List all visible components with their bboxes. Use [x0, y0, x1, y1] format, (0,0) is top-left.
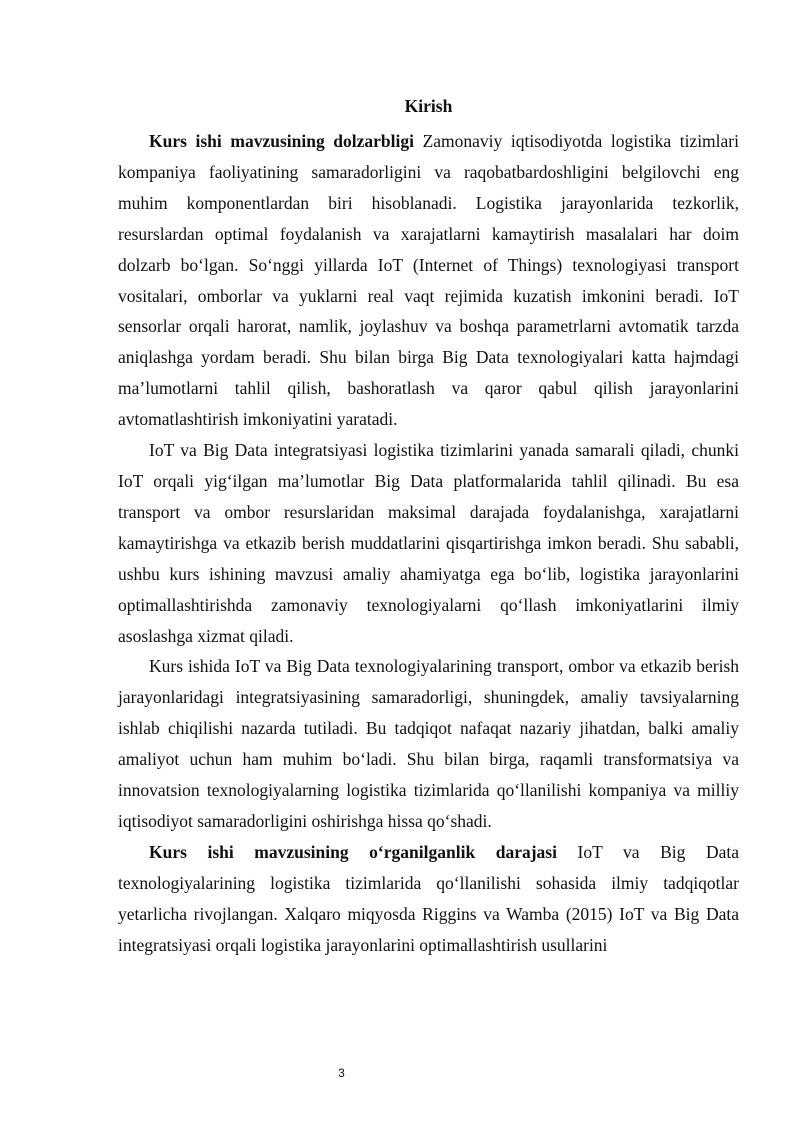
paragraph-text: Zamonaviy iqtisodiyotda logistika tizimlari kompaniya faoliyatining samaradorligini va raqobatbardoshligini belgilovchi eng muhim komponentlardan biri hisoblanadi. Logistika jarayonlarida tezkorlik, resurslardan optimal foydalanish va xarajatlarni kamaytirish masalalari har doim dolzarb bo‘lgan. So‘nggi yillarda IoT (Internet of Things) texnologiyasi transport vositalari, omborlar va yuklarni real vaqt rejimida kuzatish imkonini beradi. IoT sensorlar orqali harorat, namlik, joylashuv va boshqa parametrlarni avtomatik tarzda aniqlashga yordam beradi. Shu bilan birga Big Data texnologiyalari katta hajmdagi ma’lumotlarni tahlil qilish, bashoratlash va qaror qabul qilish jarayonlarini avtomatlashtirish imkoniyatini yaratadi.: [118, 131, 739, 430]
paragraph-text: IoT va Big Data integratsiyasi logistika tizimlarini yanada samarali qiladi, chunki IoT orqali yig‘ilgan ma’lumotlar Big Data platformalarida tahlil qilinadi. Bu esa transport va ombor resurslaridan maksimal darajada foydalanishga, xarajatlarni kamaytirishga va etkazib berish muddatlarini qisqartirishga imkon beradi. Shu sababli, ushbu kurs ishining mavzusi amaliy ahamiyatga ega bo‘lib, logistika jarayonlarini optimallashtirishda zamonaviy texnologiyalarni qo‘llash imkoniyatlarini ilmiy asoslashga xizmat qiladi.: [118, 440, 739, 646]
document-page: [118, 92, 739, 960]
paragraph-study-level: [118, 837, 739, 961]
page-number: 3: [338, 1066, 345, 1080]
paragraph-text: IoT va Big Data texnologiyalarining logistika tizimlarida qo‘llanilishi sohasida ilmiy tadqiqotlar yetarlicha rivojlangan. Xalqaro miqyosda Riggins va Wamba (2015) IoT va Big Data integratsiyasi orqali logistika jarayonlarini optimallashtirish usullarini: [118, 841, 739, 955]
section-heading: Kirish: [404, 96, 453, 116]
paragraph-text: Kurs ishida IoT va Big Data texnologiyalarining transport, ombor va etkazib berish jarayonlaridagi integratsiyasining samaradorligi, shuningdek, amaliy tavsiyalarning ishlab chiqilishi nazarda tutiladi. Bu tadqiqot nafaqat nazariy jihatdan, balki amaliy amaliyot uchun ham muhim bo‘ladi. Shu bilan birga, raqamli transformatsiya va innovatsion texnologiyalarning logistika tizimlarida qo‘llanilishi kompaniya va milliy iqtisodiyot samaradorligini oshirishga hissa qo‘shadi.: [118, 656, 739, 831]
paragraph-research-aim: [118, 651, 739, 836]
paragraph-lead: Kurs ishi mavzusining dolzarbligi: [149, 131, 414, 151]
paragraph-integration: [118, 435, 739, 651]
paragraph-lead: Kurs ishi mavzusining o‘rganilganlik darajasi: [149, 841, 557, 862]
paragraph-relevance: [118, 126, 739, 435]
